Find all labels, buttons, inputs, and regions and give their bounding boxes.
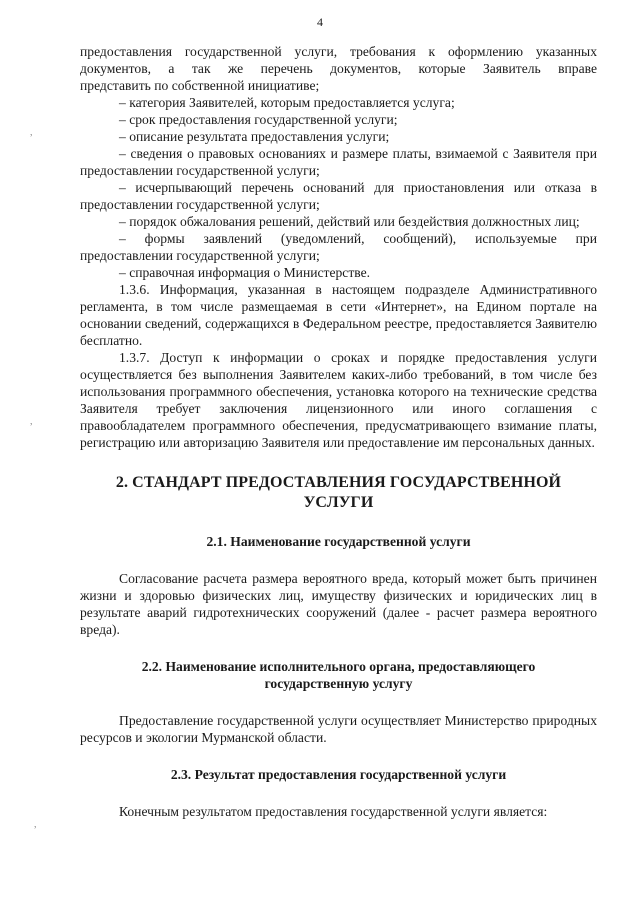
list-item: – описание результата предоставления услуги; (119, 129, 390, 144)
scan-mark: , (34, 819, 37, 830)
subsection-2-2-title-line: государственную услугу (264, 676, 413, 691)
paragraph-1-3-7: 1.3.7. Доступ к информации о сроках и порядке предоставления услуги осуществляется без выполнения Заявителем каких-либо требований, в том числе без использования программного обеспечения, установка которого на технические средства Заявителя требует заключения лицензионного или иного соглашения с правообладателем программного обеспечения, предусматривающего взимание платы, регистрацию или авторизацию Заявителя или предоставление им персональных данных. (80, 350, 597, 450)
scan-mark: , (30, 127, 33, 138)
subsection-2-3-text: Конечным результатом предоставления государственной услуги является: (119, 804, 548, 819)
subsection-2-1-title: 2.1. Наименование государственной услуги (206, 534, 471, 549)
list-item: – категория Заявителей, которым предоставляется услуга; (119, 95, 455, 110)
intro-line: предоставления государственной услуги, требования к оформлению указанных (80, 44, 597, 59)
subsection-2-1-text: Согласование расчета размера вероятного вреда, который может быть причинен жизни и здоровью физических лиц, имуществу физических и юридических лиц в результате аварий гидротехнических сооружений (далее - расчет размера вероятного вреда). (80, 571, 597, 637)
intro-line: представить по собственной инициативе; (80, 78, 320, 93)
list-item: – сведения о правовых основаниях и размере платы, взимаемой с Заявителя при предоставлении государственной услуги; (80, 146, 597, 178)
page-number: 4 (317, 15, 323, 29)
list-item: – исчерпывающий перечень оснований для приостановления или отказа в предоставлении государственной услуги; (80, 180, 597, 212)
list-item: – формы заявлений (уведомлений, сообщений), используемые при предоставлении государственной услуги; (80, 231, 597, 263)
intro-line: документов, а так же перечень документов, которые Заявитель вправе (80, 61, 597, 76)
subsection-2-2-title (80, 658, 597, 692)
list-item: – порядок обжалования решений, действий или бездействия должностных лиц; (119, 214, 580, 229)
scan-mark: , (30, 416, 33, 427)
list-item: – справочная информация о Министерстве. (119, 265, 371, 280)
document-body (80, 43, 597, 820)
subsection-2-3-title: 2.3. Результат предоставления государственной услуги (170, 767, 507, 782)
list-item: – срок предоставления государственной услуги; (119, 112, 398, 127)
paragraph-1-3-6: 1.3.6. Информация, указанная в настоящем подразделе Административного регламента, в том числе размещаемая в сети «Интернет», на Едином портале на основании сведений, содержащихся в Федеральном реестре, предоставляется Заявителю бесплатно. (80, 282, 597, 348)
section-2-title: 2. СТАНДАРТ ПРЕДОСТАВЛЕНИЯ ГОСУДАРСТВЕННОЙ УСЛУГИ (115, 474, 562, 511)
subsection-2-2-text: Предоставление государственной услуги осуществляет Министерство природных ресурсов и экологии Мурманской области. (80, 713, 597, 745)
subsection-2-2-title-line: 2.2. Наименование исполнительного органа, предоставляющего (141, 659, 536, 674)
